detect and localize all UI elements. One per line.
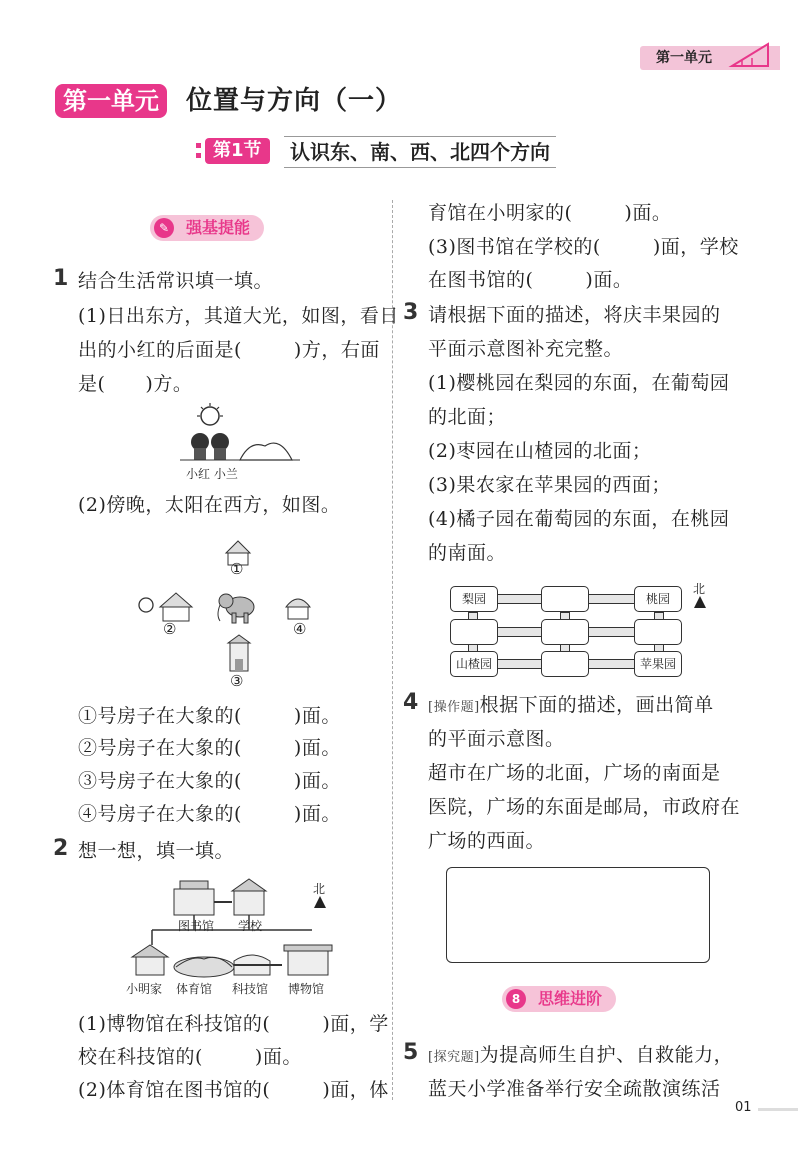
text-part: )面。 bbox=[624, 202, 672, 224]
path-bar bbox=[588, 594, 636, 604]
question-item bbox=[78, 703, 341, 729]
peach-orchard: 桃园 bbox=[634, 586, 682, 612]
path-bar bbox=[588, 627, 636, 637]
question-text: 广场的西面。 bbox=[428, 830, 546, 852]
text-part: ④号房子在大象的( bbox=[78, 803, 242, 825]
question-text: 的北面； bbox=[428, 406, 507, 428]
question-number: 1 bbox=[53, 266, 69, 291]
orchard-blank-box[interactable] bbox=[634, 619, 682, 645]
question-text: (4)橘子园在葡萄园的东面，在桃园 bbox=[428, 508, 730, 530]
text-part: )面。 bbox=[293, 705, 341, 727]
north-label: 北 bbox=[693, 582, 706, 596]
figure-label: 小红 小兰 bbox=[186, 467, 238, 481]
text-part: 育馆在小明家的( bbox=[428, 202, 573, 224]
question-text: (2)傍晚，太阳在西方，如图。 bbox=[78, 494, 341, 516]
pencil-icon: ✎ bbox=[154, 218, 174, 238]
column-divider bbox=[392, 200, 393, 1100]
text-part: 出的小红的后面是( bbox=[78, 339, 242, 361]
north-arrow-icon bbox=[314, 896, 326, 908]
text-part: ③号房子在大象的( bbox=[78, 770, 242, 792]
text-part: )方，右面 bbox=[293, 339, 380, 361]
question-item bbox=[78, 735, 341, 761]
text-part: 校在科技馆的( bbox=[78, 1046, 203, 1068]
sunrise-kids-illustration bbox=[180, 402, 300, 464]
unit-title: 位置与方向（一） bbox=[186, 86, 403, 116]
text-part: 在图书馆的( bbox=[428, 269, 534, 291]
house-2-label: ② bbox=[163, 620, 177, 638]
question-text: (1)樱桃园在梨园的东面，在葡萄园 bbox=[428, 372, 730, 394]
question-text: 超市在广场的北面，广场的南面是 bbox=[428, 762, 721, 784]
question-text bbox=[78, 337, 380, 363]
orchard-blank-box[interactable] bbox=[541, 651, 589, 677]
orchard-blank-box[interactable] bbox=[541, 619, 589, 645]
path-bar bbox=[494, 594, 542, 604]
house-4-label: ④ bbox=[293, 620, 307, 638]
question-text bbox=[78, 1044, 302, 1070]
text-part: )面，体 bbox=[322, 1079, 389, 1101]
text-part: )面，学 bbox=[322, 1013, 389, 1035]
question-text: 的南面。 bbox=[428, 542, 507, 564]
school-label: 学校 bbox=[238, 919, 263, 933]
text-part: )面。 bbox=[293, 803, 341, 825]
orchard-blank-box[interactable] bbox=[541, 586, 589, 612]
buildings-map-illustration bbox=[122, 875, 342, 980]
question-stem: 结合生活常识填一填。 bbox=[78, 270, 274, 292]
unit-header-tab: 第一单元 bbox=[640, 46, 780, 70]
question-text bbox=[428, 1042, 733, 1071]
path-bar bbox=[494, 659, 542, 669]
question-text: 医院，广场的东面是邮局，市政府在 bbox=[428, 796, 741, 818]
question-item bbox=[78, 768, 341, 794]
pill-label: 强基提能 bbox=[186, 218, 251, 237]
hawthorn-orchard: 山楂园 bbox=[450, 651, 498, 677]
text-part: )面。 bbox=[254, 1046, 302, 1068]
pill-label: 思维进阶 bbox=[538, 989, 603, 1008]
apple-orchard: 苹果园 bbox=[634, 651, 682, 677]
unit-badge: 第一单元 bbox=[55, 84, 167, 118]
text-part: (1)博物馆在科技馆的( bbox=[78, 1013, 271, 1035]
text-part: ②号房子在大象的( bbox=[78, 737, 242, 759]
text-part: )面。 bbox=[293, 737, 341, 759]
medal-icon: 8 bbox=[506, 989, 526, 1009]
orchard-blank-box[interactable] bbox=[450, 619, 498, 645]
path-bar bbox=[494, 627, 542, 637]
home-label: 小明家 bbox=[126, 982, 163, 996]
basic-skills-pill bbox=[150, 215, 264, 241]
question-stem: 想一想，填一填。 bbox=[78, 840, 235, 862]
text-part: (3)图书馆在学校的( bbox=[428, 236, 601, 258]
house-1-label: ① bbox=[230, 560, 244, 578]
question-text: (1)日出东方，其道大光，如图，看日 bbox=[78, 305, 399, 327]
text-part: )方。 bbox=[145, 373, 193, 395]
question-text bbox=[78, 371, 192, 397]
path-bar bbox=[588, 659, 636, 669]
science-label: 科技馆 bbox=[232, 982, 269, 996]
question-text: 蓝天小学准备举行安全疏散演练活 bbox=[428, 1078, 721, 1100]
library-label: 图书馆 bbox=[178, 919, 215, 933]
question-number: 4 bbox=[403, 690, 419, 715]
question-text bbox=[428, 200, 671, 226]
question-text bbox=[428, 267, 632, 293]
question-number: 3 bbox=[403, 300, 419, 325]
text-part: ①号房子在大象的( bbox=[78, 705, 242, 727]
question-number: 5 bbox=[403, 1040, 419, 1065]
text-part: (2)体育馆在图书馆的( bbox=[78, 1079, 271, 1101]
question-text bbox=[78, 1077, 389, 1103]
question-tag: [探究题] bbox=[428, 1050, 480, 1065]
question-text bbox=[428, 692, 714, 721]
page-number: 01 bbox=[735, 1100, 752, 1115]
question-text bbox=[428, 234, 739, 260]
text-part: )面，学校 bbox=[652, 236, 739, 258]
section-badge: 第1节 bbox=[205, 138, 270, 164]
houses-elephant-illustration bbox=[130, 535, 320, 690]
question-text: (3)果农家在苹果园的西面； bbox=[428, 474, 671, 496]
question-text: (2)枣园在山楂园的北面； bbox=[428, 440, 652, 462]
question-text: 请根据下面的描述，将庆丰果园的 bbox=[428, 304, 721, 326]
house-3-label: ③ bbox=[230, 672, 244, 690]
pear-orchard: 梨园 bbox=[450, 586, 498, 612]
text-part: )面。 bbox=[293, 770, 341, 792]
gym-label: 体育馆 bbox=[176, 982, 213, 996]
north-arrow-icon bbox=[694, 596, 706, 608]
question-text: 平面示意图补充完整。 bbox=[428, 338, 624, 360]
thinking-pill bbox=[502, 986, 616, 1012]
question-item bbox=[78, 801, 341, 827]
north-label: 北 bbox=[313, 882, 326, 896]
bullet-dot bbox=[196, 143, 201, 148]
text-part: 是( bbox=[78, 373, 106, 395]
question-tag: [操作题] bbox=[428, 700, 480, 715]
question-text bbox=[78, 1011, 389, 1037]
ruler-triangle-icon bbox=[728, 40, 772, 70]
museum-label: 博物馆 bbox=[288, 982, 325, 996]
bullet-dot bbox=[196, 153, 201, 158]
text-part: 根据下面的描述，画出简单 bbox=[479, 694, 714, 716]
question-text: 的平面示意图。 bbox=[428, 728, 565, 750]
text-part: )面。 bbox=[585, 269, 633, 291]
text-part: 为提高师生自护、自救能力， bbox=[479, 1044, 734, 1066]
question-number: 2 bbox=[53, 836, 69, 861]
section-title: 认识东、南、西、北四个方向 bbox=[284, 136, 556, 168]
drawing-answer-box[interactable] bbox=[446, 867, 710, 963]
page-rule bbox=[758, 1108, 798, 1111]
